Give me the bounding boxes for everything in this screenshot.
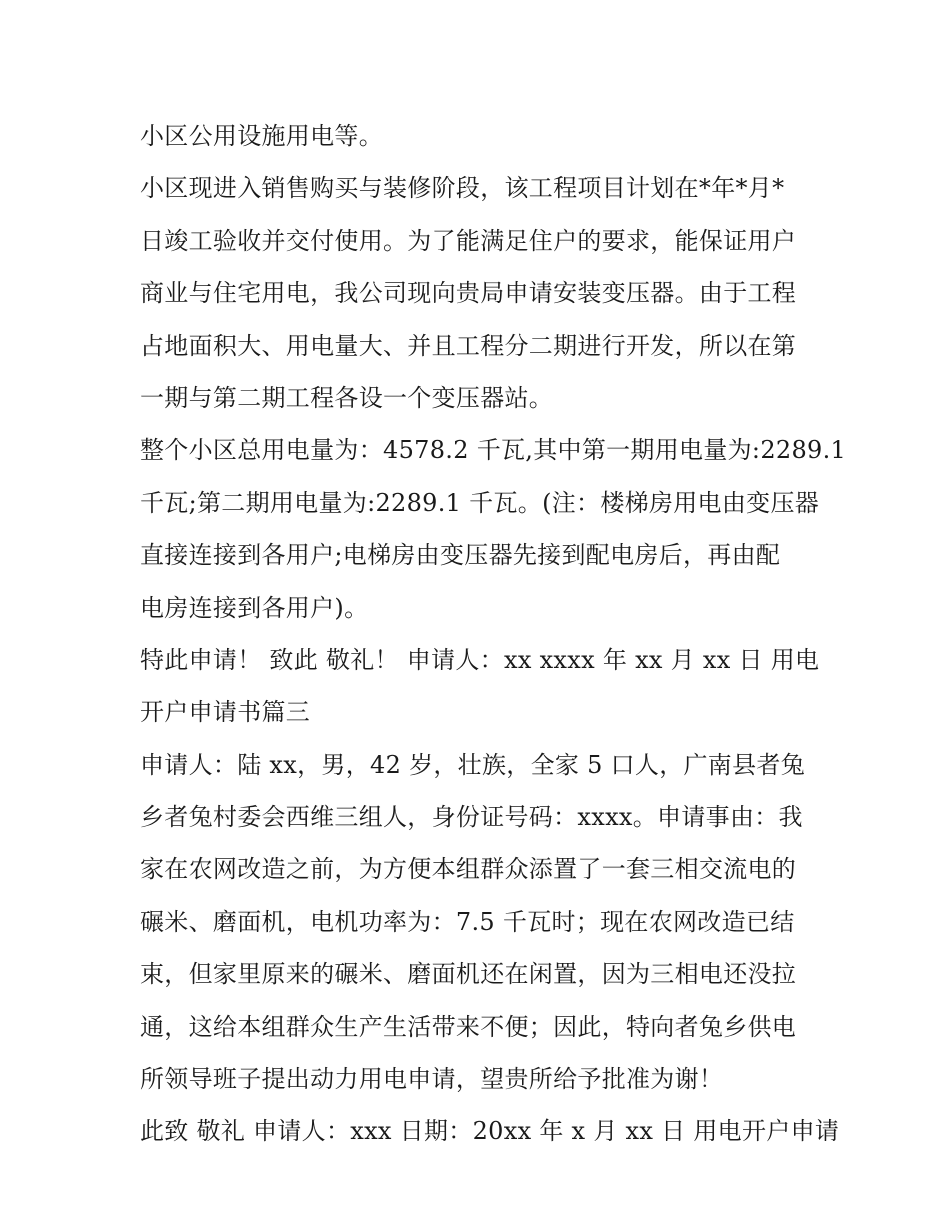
- text-line: 商业与住宅用电，我公司现向贵局申请安装变压器。由于工程: [140, 279, 797, 308]
- text-line: 此致 敬礼 申请人：xxx 日期：20xx 年 x 月 xx 日 用电开户申请: [140, 1117, 840, 1146]
- text-line: 申请人：陆 xx，男，42 岁，壮族，全家 5 口人，广南县者兔: [140, 750, 805, 779]
- text-line: 占地面积大、用电量大、并且工程分二期进行开发，所以在第: [140, 331, 797, 360]
- text-line: 直接连接到各用户;电梯房由变压器先接到配电房后，再由配: [140, 541, 781, 570]
- section-heading: 开户申请书篇三: [140, 698, 311, 727]
- text-line: 整个小区总用电量为：4578.2 千瓦,其中第一期用电量为:2289.1: [140, 436, 847, 465]
- document-body: [140, 110, 847, 1158]
- text-line: 小区公用设施用电等。: [140, 122, 383, 150]
- text-line: 电房连接到各用户)。: [140, 593, 369, 622]
- text-line: 碾米、磨面机，电机功率为：7.5 千瓦时；现在农网改造已结: [140, 907, 795, 936]
- text-line: 一期与第二期工程各设一个变压器站。: [140, 383, 554, 412]
- text-line: 千瓦;第二期用电量为:2289.1 千瓦。(注：楼梯房用电由变压器: [140, 488, 820, 517]
- text-line: 日竣工验收并交付使用。为了能满足住户的要求，能保证用户: [140, 226, 797, 255]
- text-line: 家在农网改造之前，为方便本组群众添置了一套三相交流电的: [140, 855, 797, 884]
- text-line: 通，这给本组群众生产生活带来不便；因此，特向者兔乡供电: [140, 1012, 797, 1041]
- text-line: 小区现进入销售购买与装修阶段，该工程项目计划在*年*月*: [140, 174, 785, 203]
- text-line: 特此申请！ 致此 敬礼！ 申请人：xx xxxx 年 xx 月 xx 日 用电: [140, 645, 820, 674]
- text-line: 乡者兔村委会西维三组人，身份证号码：xxxx。申请事由：我: [140, 803, 803, 832]
- text-line: 束，但家里原来的碾米、磨面机还在闲置，因为三相电还没拉: [140, 960, 797, 989]
- text-line: 所领导班子提出动力用电申请，望贵所给予批准为谢！: [140, 1065, 724, 1094]
